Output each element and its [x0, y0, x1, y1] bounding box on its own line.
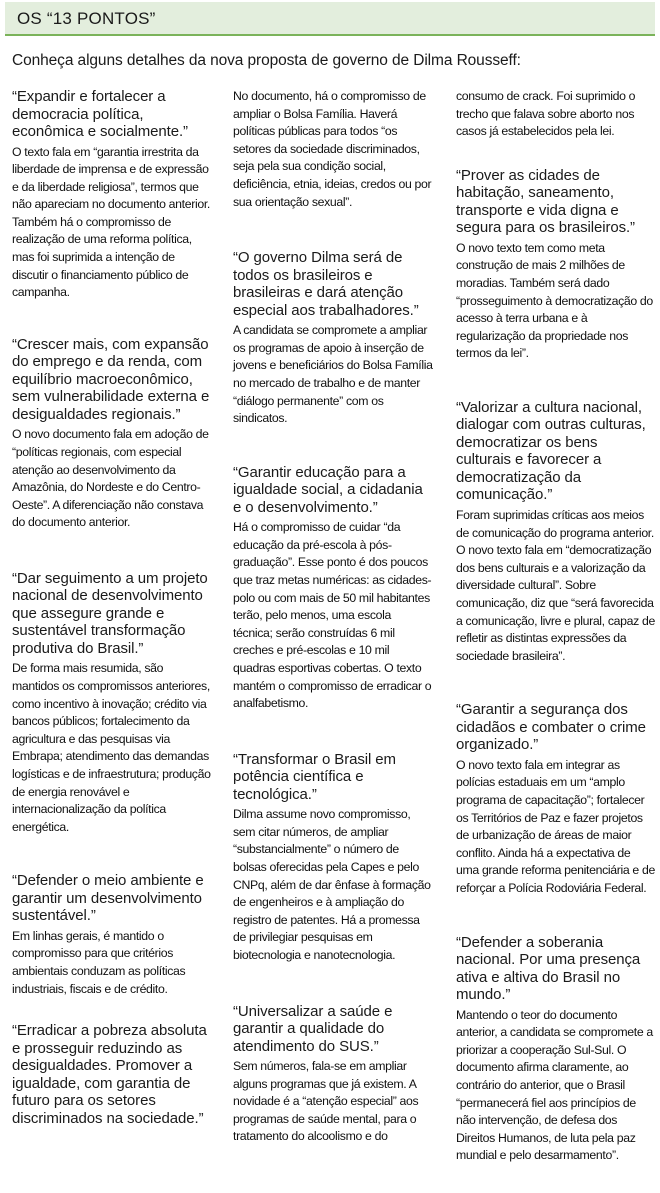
point-body: Em linhas gerais, é mantido o compromisso para que critérios ambientais conduzam as políticas industriais, fiscais e de crédito. — [12, 928, 186, 996]
point-item — [12, 1022, 212, 1127]
point-item — [233, 1003, 433, 1146]
column-3 — [456, 88, 656, 1193]
point-quote: “Prover as cidades de habitação, saneamento, transporte e vida digna e segura para os brasileiros.” — [456, 166, 635, 237]
intro-text: Conheça alguns detalhes da nova proposta de governo de Dilma Rousseff: — [12, 52, 521, 69]
point-quote: “O governo Dilma será de todos os brasileiros e brasileiras e dará atenção especial aos trabalhadores.” — [233, 249, 419, 319]
point-body: O novo texto fala em integrar as polícias estaduais em um “amplo programa de capacitação”; fortalecer os Territórios de Paz e fazer projetos de urbanização de áreas de maior conflito. Ainda há a expectativa de uma grande reforma penitenciária e de reforçar a Polícia Rodoviária Federal. — [456, 757, 655, 895]
point-item — [12, 872, 212, 998]
point-quote: “Transformar o Brasil em potência científica e tecnológica.” — [233, 750, 396, 803]
point-body: Foram suprimidas críticas aos meios de comunicação do programa anterior. O novo texto fala em “democratização dos bens culturais e a valorização da diversidade cultural”. Sobre comunicação, diz que “será favorecida a comunicação, livre e plural, capaz de refletir as distintas expressões da sociedade brasileira”. — [456, 507, 655, 663]
point-quote: “Valorizar a cultura nacional, dialogar com outras culturas, democratizar os bens culturais e favorecer a democratização da comunicação.” — [456, 398, 646, 504]
point-quote: “Erradicar a pobreza absoluta e prosseguir reduzindo as desigualdades. Promover a igualdade, com garantia de futuro para os setores discriminados na sociedade.” — [12, 1022, 207, 1127]
point-item — [456, 934, 656, 1165]
point-item-continued — [456, 88, 656, 141]
point-body: De forma mais resumida, são mantidos os compromissos anteriores, como incentivo à inovação; crédito via bancos públicos; fortalecimento da agricultura e das pesquisas via Embrapa; atendimento das demandas logísticas e de infraestrutura; produção de energia renovável e internacionalização da política energética. — [12, 661, 211, 834]
point-item-continued — [233, 88, 433, 211]
page-title: OS “13 PONTOS” — [17, 9, 156, 28]
point-body: Há o compromisso de cuidar “da educação da pré-escola à pós-graduação”. Esse ponto é dos poucos que traz metas numéricas: as cidades-polo ou com mais de 50 mil habitantes terão, pelo menos, uma escola técnica; serão construídas 6 mil creches e pré-escolas e 10 mil quadras esportivas cobertas. O texto mantém o compromisso de erradicar o analfabetismo. — [233, 520, 432, 711]
point-body: Sem números, fala-se em ampliar alguns programas que já existem. A novidade é a “atenção especial” aos programas de saúde mental, para o tratamento do alcoolismo e do — [233, 1059, 419, 1144]
point-body: O novo documento fala em adoção de “políticas regionais, com especial atenção ao desenvolvimento da Amazônia, do Nordeste e do Centro-Oeste”. A diferenciação não constava do documento anterior. — [12, 427, 209, 530]
point-body: Mantendo o teor do documento anterior, a candidata se compromete a priorizar a cooperação Sul-Sul. O documento afirma claramente, ao contrário do anterior, que o Brasil “permanecerá fiel aos princípios de não intervenção, de defesa dos Direitos Humanos, de luta pela paz mundial e pelo desarmamento”. — [456, 1007, 653, 1163]
point-item — [233, 249, 433, 428]
point-item — [233, 464, 433, 713]
point-quote: “Defender o meio ambiente e garantir um desenvolvimento sustentável.” — [12, 872, 204, 925]
point-quote: “Garantir educação para a igualdade social, a cidadania e o desenvolvimento.” — [233, 463, 423, 516]
point-quote: “Garantir a segurança dos cidadãos e combater o crime organizado.” — [456, 701, 646, 754]
point-item — [12, 88, 212, 302]
point-item — [456, 701, 656, 897]
point-quote: “Universalizar a saúde e garantir a qualidade do atendimento do SUS.” — [233, 1002, 393, 1055]
column-2 — [233, 88, 433, 1174]
point-quote: “Dar seguimento a um projeto nacional de desenvolvimento que assegure grande e sustentável transformação produtiva do Brasil.” — [12, 569, 208, 657]
point-item — [12, 336, 212, 532]
point-body: O texto fala em “garantia irrestrita da liberdade de imprensa e de expressão e da liberdade religiosa”, termos que não apareciam no documento anterior. Também há o compromisso de realização de uma reforma política, mas foi suprimida a intenção de discutir o financiamento público de campanha. — [12, 144, 210, 300]
header-bar — [5, 2, 655, 36]
point-item — [12, 570, 212, 836]
point-item — [233, 751, 433, 965]
point-quote: “Defender a soberania nacional. Por uma presença ativa e altiva do Brasil no mundo.” — [456, 933, 641, 1004]
column-1 — [12, 88, 212, 1155]
point-body: A candidata se compromete a ampliar os programas de apoio à inserção de jovens e beneficiários do Bolsa Família no mercado de trabalho e de manter “diálogo permanente” com os sindicatos. — [233, 323, 433, 426]
point-body: consumo de crack. Foi suprimido o trecho que falava sobre aborto nos casos já estabelecidos pela lei. — [456, 89, 636, 139]
point-item — [456, 399, 656, 665]
point-body: Dilma assume novo compromisso, sem citar números, de ampliar “substancialmente” o número de bolsas oferecidas pela Capes e pelo CNPq, além de dar ênfase à formação de engenheiros e à ampliação do registro de patentes. Há a promessa de privilegiar pesquisas em biotecnologia e nanotecnologia. — [233, 807, 431, 962]
point-quote: “Expandir e fortalecer a democracia política, econômica e socialmente.” — [12, 88, 188, 140]
point-quote: “Crescer mais, com expansão do emprego e da renda, com equilíbrio macroeconômico, sem vulnerabilidade externa e desigualdades regionais.” — [12, 335, 210, 423]
point-item — [456, 167, 656, 363]
point-body: O novo texto tem como meta construção de mais 2 milhões de moradias. Também será dado “prosseguimento à democratização do acesso à terra urbana e à regularização da propriedade nos termos da lei”. — [456, 240, 653, 361]
point-body: No documento, há o compromisso de ampliar o Bolsa Família. Haverá políticas públicas para todos “os setores da sociedade discriminados, seja pela sua condição social, deficiência, etnia, ideias, credos ou por sua orientação sexual”. — [233, 89, 432, 209]
